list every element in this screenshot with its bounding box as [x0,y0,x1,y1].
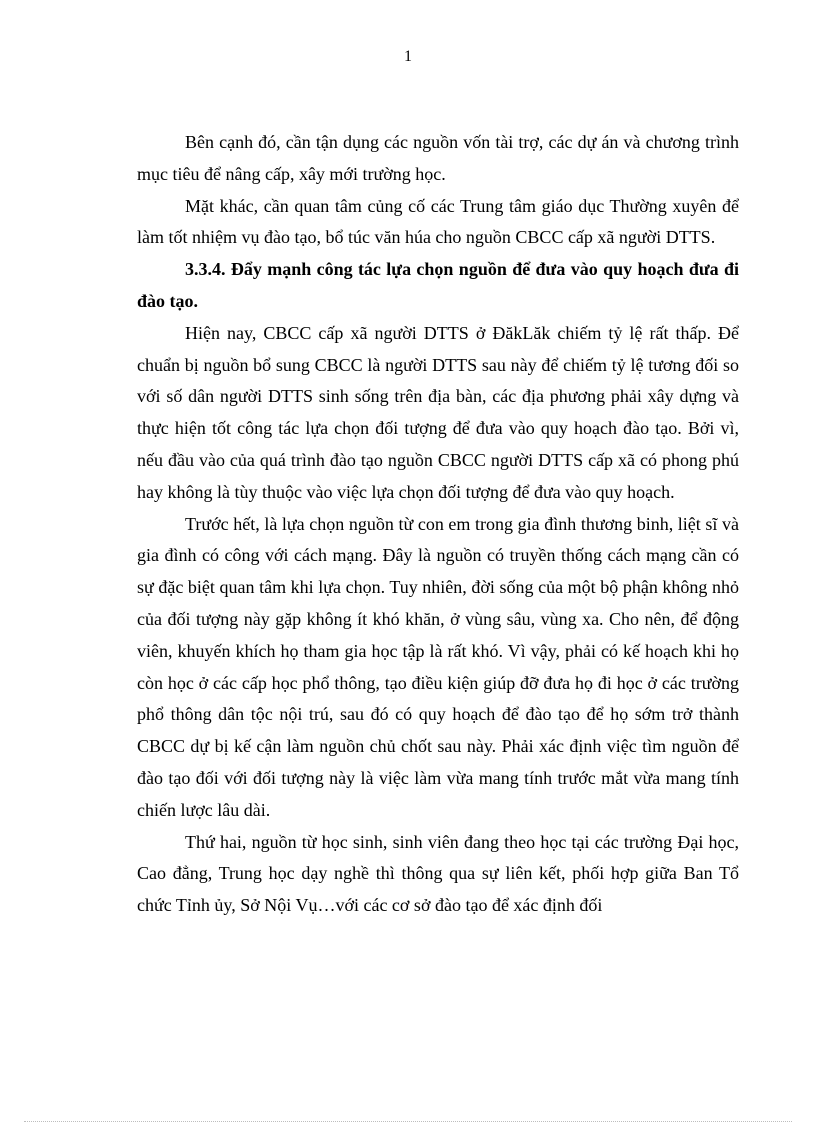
paragraph: Bên cạnh đó, cần tận dụng các nguồn vốn tài trợ, các dự án và chương trình mục tiêu để nâng cấp, xây mới trường học. [137,132,739,184]
paragraph: Thứ hai, nguồn từ học sinh, sinh viên đang theo học tại các trường Đại học, Cao đẳng, Trung học dạy nghề thì thông qua sự liên kết, phối hợp giữa Ban Tổ chức Tỉnh ủy, Sở Nội Vụ…với các cơ sở đào tạo để xác định đối [137,831,739,916]
paragraph: Mặt khác, cần quan tâm củng cố các Trung tâm giáo dục Thường xuyên để làm tốt nhiệm vụ đào tạo, bổ túc văn húa cho nguồn CBCC cấp xã người DTTS. [137,195,739,248]
paragraph: Trước hết, là lựa chọn nguồn từ con em trong gia đình thương binh, liệt sĩ và gia đình có công với cách mạng. Đây là nguồn có truyền thống cách mạng cần có sự đặc biệt quan tâm khi lựa chọn. Tuy nhiên, đời sống của một bộ phận không nhỏ của đối tượng này gặp không ít khó khăn, ở vùng sâu, vùng xa. Cho nên, để động viên, khuyến khích họ tham gia học tập là rất khó. Vì vậy, phải có kế hoạch khi họ còn học ở các cấp học phổ thông, tạo điều kiện giúp đỡ đưa họ đi học ở các trường phổ thông dân tộc nội trú, sau đó có quy hoạch để đào tạo để họ sớm trở thành CBCC dự bị kế cận làm nguồn chủ chốt sau này. Phải xác định việc tìm nguồn để đào tạo đối với đối tượng này là việc làm vừa mang tính trước mắt vừa mang tính chiến lược lâu dài. [137,513,739,820]
paragraph: Hiện nay, CBCC cấp xã người DTTS ở ĐăkLăk chiếm tỷ lệ rất thấp. Để chuẩn bị nguồn bổ sung CBCC là người DTTS sau này để chiếm tỷ lệ tương đối so với số dân người DTTS sinh sống trên địa bàn, các địa phương phải xây dựng và thực hiện tốt công tác lựa chọn đối tượng để đưa vào quy hoạch đào tạo. Bởi vì, nếu đầu vào của quá trình đào tạo nguồn CBCC người DTTS cấp xã có phong phú hay không là tùy thuộc vào việc lựa chọn đối tượng để đưa vào quy hoạch. [137,322,739,502]
page-bottom-divider [24,1121,792,1122]
section-heading: 3.3.4. Đẩy mạnh công tác lựa chọn nguồn để đưa vào quy hoạch đưa đi đào tạo. [137,259,739,311]
document-body [137,127,739,922]
page-number: 1 [404,48,412,65]
